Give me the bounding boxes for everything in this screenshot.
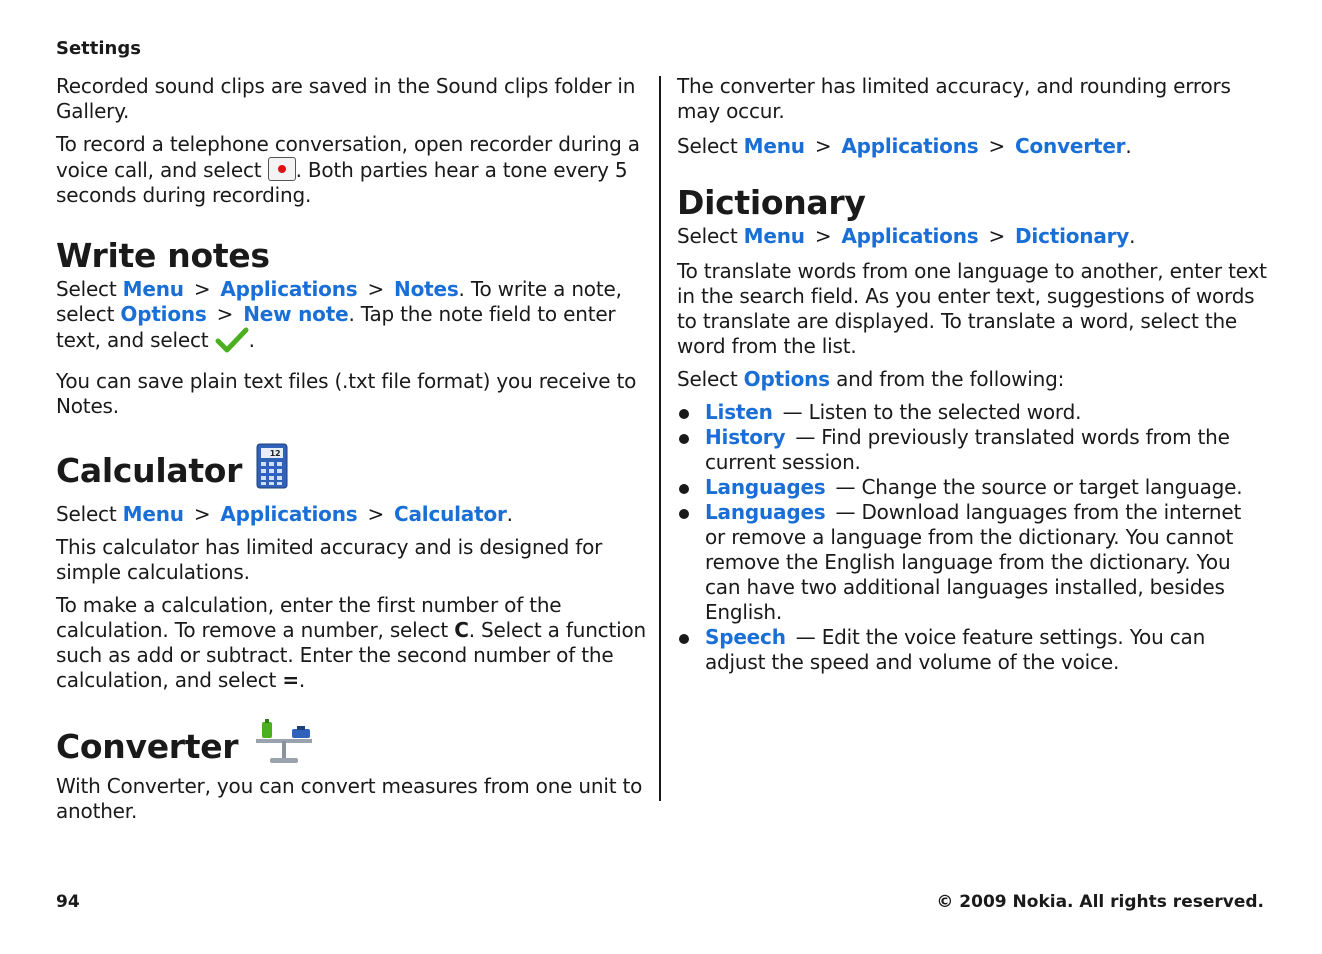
notes-link[interactable]: Notes	[394, 277, 459, 301]
calculation-paragraph: To make a calculation, enter the first number of the calculation. To remove a number, select C. Select a function such as add or subtract. Enter the second number of the calculation, and select =.	[56, 593, 646, 692]
write-notes-paragraph: Select Menu > Applications > Notes. To write a note, select Options > New note. Tap the note field to enter text, and select .	[56, 277, 648, 359]
options-link[interactable]: Options	[120, 302, 207, 326]
calculator-heading: Calculator 12	[56, 443, 648, 498]
applications-link[interactable]: Applications	[841, 224, 979, 248]
list-item: History — Find previously translated words from the current session.	[677, 425, 1267, 475]
options-link[interactable]: Options	[743, 367, 830, 391]
languages-option[interactable]: Languages	[705, 475, 826, 499]
converter-icon	[254, 719, 314, 774]
left-column	[56, 74, 648, 832]
menu-link[interactable]: Menu	[743, 134, 805, 158]
page-number: 94	[56, 892, 80, 912]
sound-clips-paragraph: Recorded sound clips are saved in the Sound clips folder in Gallery.	[56, 74, 636, 123]
menu-link[interactable]: Menu	[122, 277, 184, 301]
menu-link[interactable]: Menu	[122, 502, 184, 526]
list-item: Speech — Edit the voice feature settings. You can adjust the speed and volume of the voice.	[677, 625, 1267, 675]
calculator-icon	[256, 443, 288, 498]
dictionary-select-paragraph: Select Menu > Applications > Dictionary.	[677, 224, 1136, 248]
converter-heading: Converter	[56, 719, 648, 774]
applications-link[interactable]: Applications	[220, 502, 358, 526]
checkmark-icon	[215, 327, 249, 359]
languages-download-option[interactable]: Languages	[705, 500, 826, 524]
options-list	[677, 400, 1267, 675]
column-divider	[659, 76, 661, 801]
list-item: Listen — Listen to the selected word.	[677, 400, 1267, 425]
copyright-notice: © 2009 Nokia. All rights reserved.	[936, 892, 1264, 912]
applications-link[interactable]: Applications	[220, 277, 358, 301]
converter-accuracy-paragraph: The converter has limited accuracy, and rounding errors may occur.	[677, 74, 1231, 123]
right-column	[677, 74, 1267, 675]
running-header: Settings	[56, 38, 141, 59]
applications-link[interactable]: Applications	[841, 134, 979, 158]
calculator-select-paragraph: Select Menu > Applications > Calculator.	[56, 502, 513, 526]
write-notes-heading: Write notes	[56, 236, 270, 275]
dictionary-heading: Dictionary	[677, 183, 866, 222]
converter-paragraph: With Converter, you can convert measures from one unit to another.	[56, 774, 643, 823]
menu-link[interactable]: Menu	[743, 224, 805, 248]
calculator-accuracy-paragraph: This calculator has limited accuracy and is designed for simple calculations.	[56, 535, 603, 584]
listen-option[interactable]: Listen	[705, 400, 773, 424]
calculator-link[interactable]: Calculator	[394, 502, 507, 526]
speech-option[interactable]: Speech	[705, 625, 786, 649]
converter-select-paragraph: Select Menu > Applications > Converter.	[677, 134, 1132, 158]
converter-link[interactable]: Converter	[1015, 134, 1126, 158]
list-item: Languages — Download languages from the internet or remove a language from the dictionary. You cannot remove the English language from the dictionary. You can have two additional languages installed, besides English.	[677, 500, 1267, 625]
record-icon	[268, 157, 296, 181]
list-item: Languages — Change the source or target language.	[677, 475, 1267, 500]
new-note-link[interactable]: New note	[243, 302, 349, 326]
options-paragraph: Select Options and from the following:	[677, 367, 1065, 391]
dictionary-link[interactable]: Dictionary	[1015, 224, 1130, 248]
svg-text:12: 12	[269, 449, 281, 458]
record-call-paragraph: To record a telephone conversation, open recorder during a voice call, and select . Both parties hear a tone every 5 seconds during recording.	[56, 132, 640, 207]
plain-text-paragraph: You can save plain text files (.txt file format) you receive to Notes.	[56, 369, 637, 418]
translate-paragraph: To translate words from one language to another, enter text in the search field. As you enter text, suggestions of words to translate are displayed. To translate a word, select the word from the list.	[677, 259, 1267, 358]
history-option[interactable]: History	[705, 425, 786, 449]
